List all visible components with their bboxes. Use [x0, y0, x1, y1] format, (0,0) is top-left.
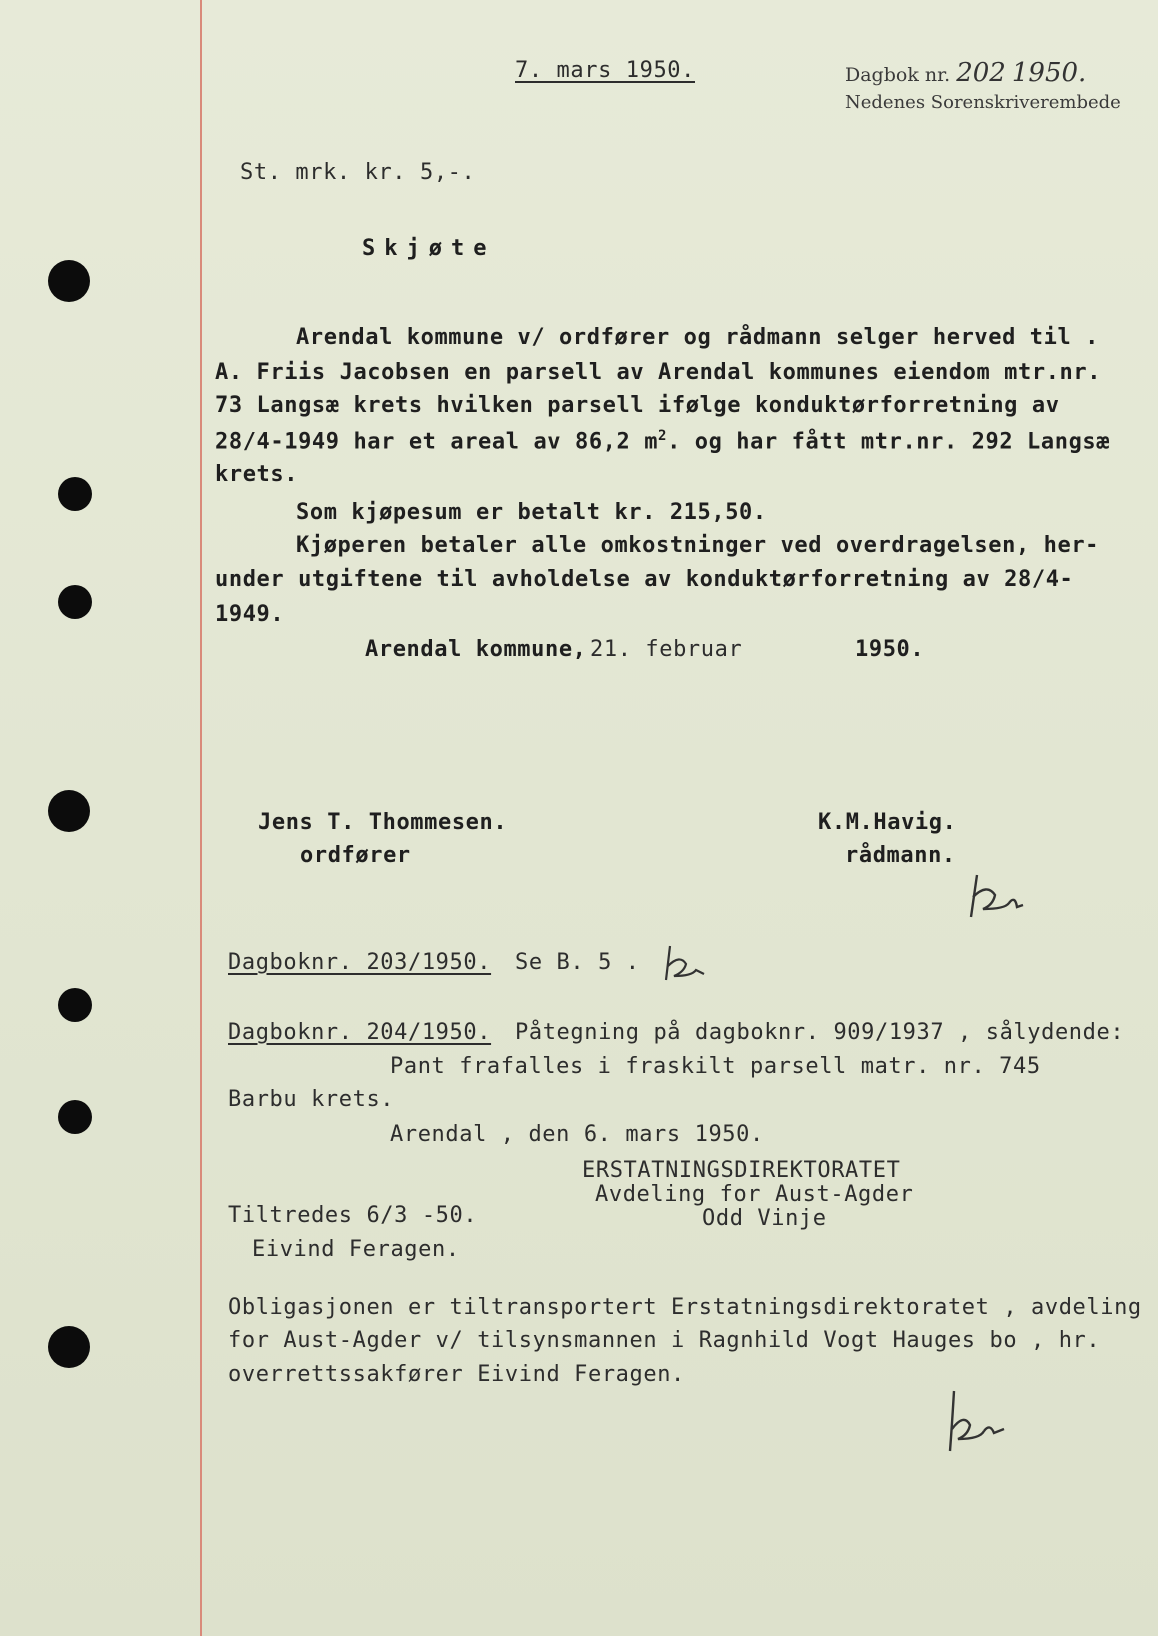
entry-203-ref: Dagboknr. 203/1950. [228, 950, 492, 975]
org-line2: Avdeling for Aust-Agder [595, 1182, 914, 1207]
final-line3: overrettssakfører Eivind Feragen. [228, 1362, 685, 1387]
final-line1: Obligasjonen er tiltransportert Erstatningsdirektoratet , avdeling [228, 1295, 1142, 1320]
deed-line-tail: . og har fått mtr.nr. 292 Langsæ [667, 429, 1111, 455]
punch-hole [58, 988, 92, 1022]
deed-title: Skjøte [362, 236, 496, 261]
org-line1: ERSTATNINGSDIREKTORATET [582, 1158, 901, 1183]
deed-line: krets. [215, 462, 299, 487]
journal-stamp [845, 58, 1086, 88]
deed-line: A. Friis Jacobsen en parsell av Arendal kommunes eiendom mtr.nr. [215, 360, 1102, 385]
initials-signature [658, 940, 718, 985]
deed-line: under utgiftene til avholdelse av konduktørforretning av 28/4- [215, 567, 1074, 592]
signer2-name: K.M.Havig. [818, 810, 957, 835]
deed-line: Kjøperen betaler alle omkostninger ved overdragelsen, her- [296, 533, 1100, 558]
punch-hole [58, 585, 92, 619]
stamp-office: Nedenes Sorenskriverembede [845, 92, 1121, 113]
deed-line-area [215, 428, 1110, 454]
entry-203-text: Se B. 5 . [515, 950, 640, 975]
punch-hole [58, 477, 92, 511]
entry-204-line2: Pant frafalles i fraskilt parsell matr. nr. 745 [390, 1054, 1041, 1079]
consent: Tiltredes 6/3 -50. [228, 1203, 478, 1228]
margin-line [200, 0, 202, 1636]
final-line2: for Aust-Agder v/ tilsynsmannen i Ragnhild Vogt Hauges bo , hr. [228, 1328, 1101, 1353]
stamp-year: 1950. [1011, 58, 1087, 88]
punch-hole [48, 260, 90, 302]
org-line3: Odd Vinje [702, 1206, 827, 1231]
signer2-title: rådmann. [845, 843, 956, 868]
deed-line: Arendal kommune v/ ordfører og rådmann selger herved til . [296, 325, 1100, 350]
entry-204-line3: Barbu krets. [228, 1087, 395, 1112]
deed-line: 73 Langsæ krets hvilken parsell ifølge konduktørforretning av [215, 393, 1060, 418]
entry-204-place-date: Arendal , den 6. mars 1950. [390, 1122, 764, 1147]
entry-204-text: Påtegning på dagboknr. 909/1937 , sålydende: [515, 1020, 1125, 1045]
stamp-number: 202 [956, 58, 1006, 88]
stamp-duty: St. mrk. kr. 5,-. [240, 160, 476, 185]
deed-date: 21. februar [590, 637, 743, 662]
punch-hole [58, 1100, 92, 1134]
deed-year: 1950. [855, 637, 925, 662]
deed-line: 28/4-1949 har et areal av 86,2 m [215, 429, 659, 455]
area-superscript: 2 [658, 428, 668, 444]
punch-hole [48, 790, 90, 832]
stamp-label: Dagbok nr. [845, 64, 951, 86]
deed-line: 1949. [215, 602, 285, 627]
signer1-name: Jens T. Thommesen. [258, 810, 508, 835]
punch-hole [48, 1326, 90, 1368]
signer1-title: ordfører [300, 843, 411, 868]
header-date: 7. mars 1950. [515, 58, 695, 83]
initials-signature [940, 1385, 1020, 1460]
deed-line: Som kjøpesum er betalt kr. 215,50. [296, 500, 767, 525]
initials-signature [965, 865, 1035, 925]
deed-place: Arendal kommune, [365, 637, 587, 662]
entry-204-ref: Dagboknr. 204/1950. [228, 1020, 492, 1045]
consent-name: Eivind Feragen. [252, 1237, 460, 1262]
